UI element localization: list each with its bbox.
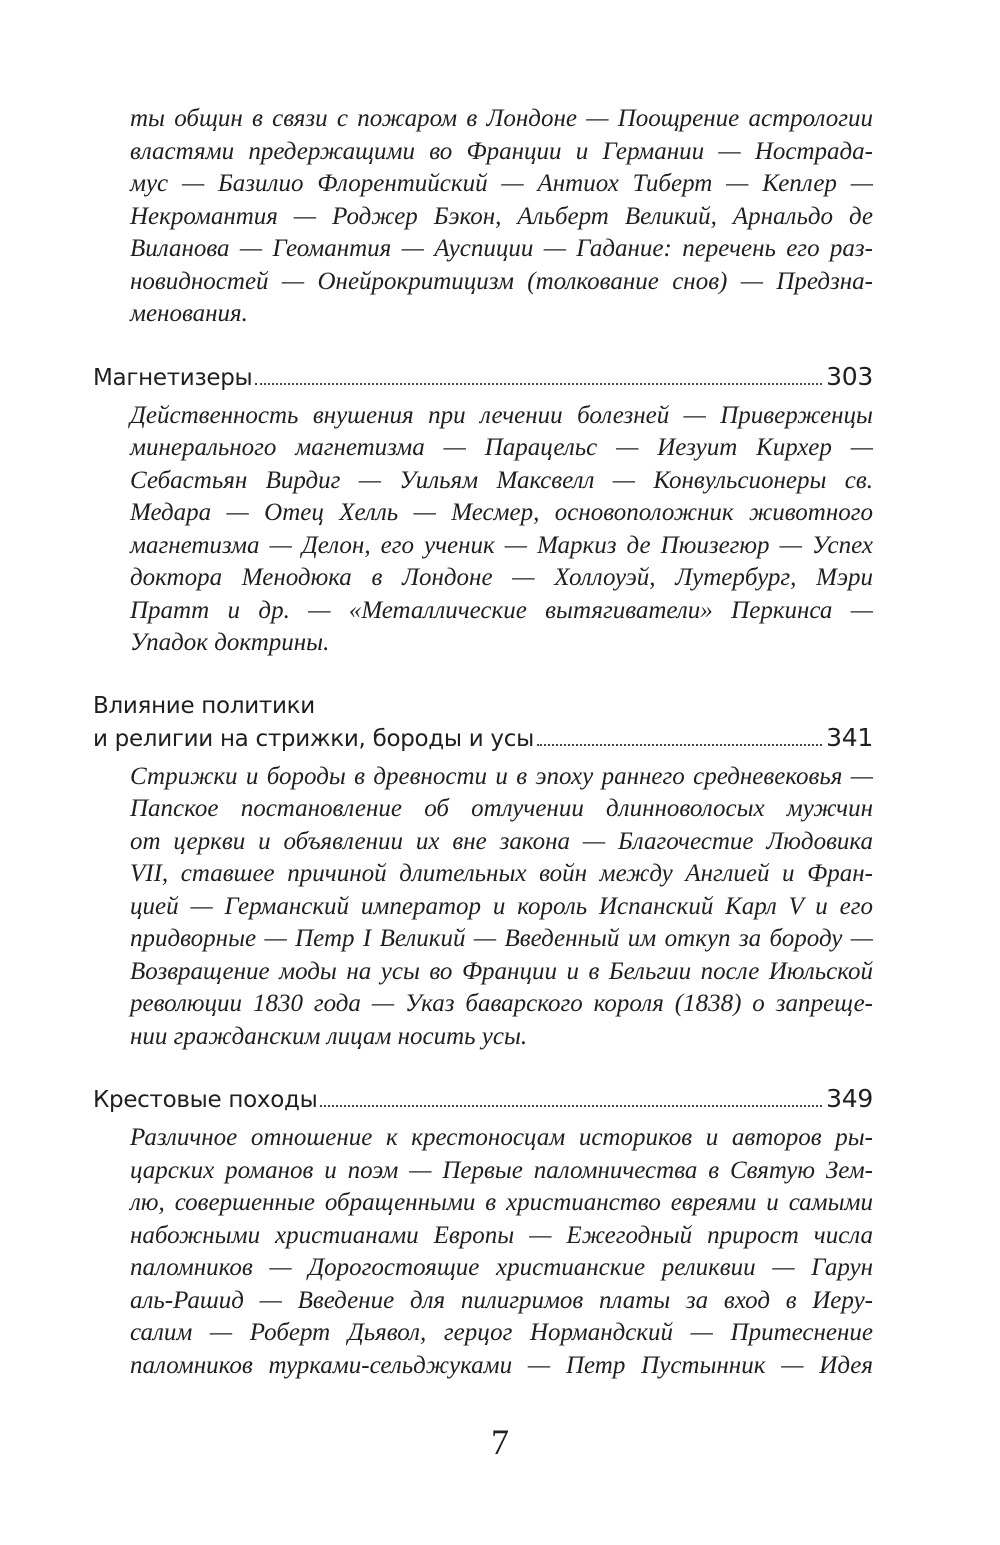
- toc-entry-heading[interactable]: [93, 1083, 873, 1116]
- summary-line: от церкви и объявлении их вне закона — Благочестие Людовика: [130, 827, 873, 855]
- summary-line: ты общин в связи с пожаром в Лондоне — Поощрение астрологии: [130, 105, 873, 132]
- summary-line: лю, совершенные обращенными в христианство евреями и самыми: [130, 1189, 873, 1216]
- summary-line: магнетизма — Делон, его ученик — Маркиз де Пюизегюр — Успех: [130, 531, 873, 559]
- toc-entry-summary: [93, 761, 873, 1054]
- summary-line: нии гражданским лицам носить усы.: [130, 1022, 528, 1050]
- summary-line: аль-Рашид — Введение для пилигримов платы за вход в Иеру-: [130, 1286, 873, 1314]
- summary-line: Различное отношение к крестоносцам историков и авторов ры-: [130, 1124, 873, 1151]
- leader-dots: [537, 744, 822, 746]
- toc-page-number[interactable]: 349: [826, 1084, 873, 1113]
- toc-entry-title[interactable]: Крестовые походы: [93, 1087, 318, 1113]
- summary-line: цией — Германский император и король Испанский Карл V и его: [130, 892, 873, 920]
- summary-line: Пратт и др. — «Металлические вытягиватели» Перкинса —: [130, 596, 873, 624]
- page-number: 7: [491, 1422, 509, 1462]
- toc-entry-title[interactable]: и религии на стрижки, бороды и усы: [93, 725, 534, 752]
- summary-line: салим — Роберт Дьявол, герцог Нормандский — Притеснение: [130, 1319, 873, 1346]
- summary-line: паломников — Дорогостоящие христианские реликвии — Гарун: [130, 1254, 873, 1281]
- summary-line: мус — Базилио Флорентийский — Антиох Тиберт — Кеплер —: [130, 170, 873, 197]
- summary-line: революции 1830 года — Указ баварского короля (1838) о запреще-: [130, 990, 873, 1017]
- summary-line: доктора Менодюка в Лондоне — Холлоуэй, Лутербург, Мэри: [130, 564, 873, 591]
- toc-entry: [93, 1083, 873, 1382]
- summary-line: VII, ставшее причиной длительных войн между Англией и Фран-: [130, 860, 873, 887]
- summary-line: менования.: [130, 300, 248, 327]
- summary-line: новидностей — Онейрокритицизм (толкование снов) — Предзна-: [130, 267, 873, 295]
- toc-entry-summary: [93, 400, 873, 660]
- summary-line: паломников турками-сельджуками — Петр Пустынник — Идея: [130, 1351, 873, 1379]
- summary-line: Некромантия — Роджер Бэкон, Альберт Великий, Арнальдо де: [130, 202, 873, 230]
- toc-entry-heading[interactable]: [93, 361, 873, 394]
- summary-line: царских романов и поэм — Первые паломничества в Святую Зем-: [130, 1156, 873, 1184]
- summary-line: Упадок доктрины.: [130, 629, 330, 656]
- toc-page: [93, 103, 873, 1382]
- summary-line: Папское постановление об отлучении длинноволосых мужчин: [130, 795, 873, 822]
- toc-entry-summary: [93, 1122, 873, 1382]
- toc-entry-heading[interactable]: [93, 722, 873, 755]
- toc-entry: [93, 361, 873, 660]
- intro-paragraph: [93, 103, 873, 331]
- leader-dots: [320, 1105, 822, 1107]
- summary-line: Стрижки и бороды в древности и в эпоху раннего средневековья —: [130, 762, 873, 790]
- toc-entry-title[interactable]: Магнетизеры: [93, 364, 253, 391]
- toc-page-number[interactable]: 341: [826, 722, 873, 752]
- summary-line: Возвращение моды на усы во Франции и в Бельгии после Июльской: [130, 957, 873, 985]
- toc-entry-title-line[interactable]: Влияние политики: [93, 692, 315, 719]
- toc-entry: [93, 690, 873, 1054]
- summary-line: придворные — Петр I Великий — Введенный им откуп за бороду —: [130, 925, 873, 952]
- summary-line: набожными христианами Европы — Ежегодный прирост числа: [130, 1221, 873, 1249]
- summary-line: Медара — Отец Хелль — Месмер, основоположник животного: [130, 499, 873, 526]
- summary-line: властями предержащими во Франции и Германии — Нострада-: [130, 137, 873, 165]
- toc-page-number[interactable]: 303: [826, 361, 873, 391]
- summary-line: Действенность внушения при лечении болезней — Приверженцы: [130, 401, 873, 429]
- summary-line: Виланова — Геомантия — Ауспиции — Гадание: перечень его раз-: [130, 235, 873, 262]
- leader-dots: [255, 383, 822, 385]
- summary-line: минерального магнетизма — Парацельс — Иезуит Кирхер —: [130, 434, 873, 461]
- summary-line: Себастьян Вирдиг — Уильям Максвелл — Конвульсионеры св.: [130, 466, 873, 494]
